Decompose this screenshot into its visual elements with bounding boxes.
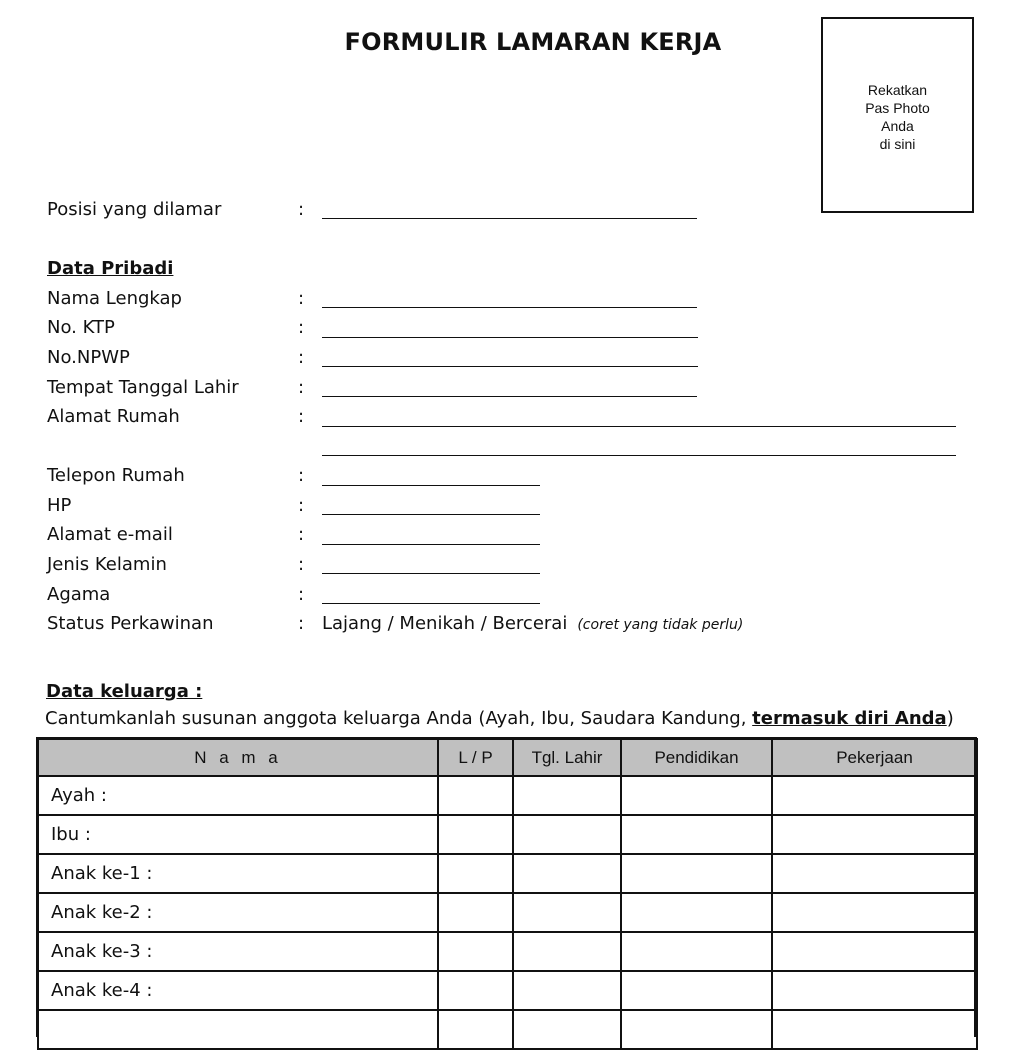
colon: :: [298, 554, 305, 575]
position-label: Posisi yang dilamar: [47, 199, 222, 220]
marital-status-label: Status Perkawinan: [47, 613, 214, 634]
table-cell[interactable]: [438, 932, 513, 971]
row-label[interactable]: Anak ke-2 :: [38, 893, 438, 932]
table-row: [38, 932, 977, 971]
photo-text-line: di sini: [879, 136, 916, 152]
table-cell[interactable]: [438, 854, 513, 893]
colon: :: [298, 495, 305, 516]
position-line[interactable]: [322, 218, 697, 219]
table-cell[interactable]: [513, 971, 621, 1010]
colon: :: [298, 317, 305, 338]
row-label[interactable]: Anak ke-1 :: [38, 854, 438, 893]
ktp-label: No. KTP: [47, 317, 115, 338]
colon: :: [298, 377, 305, 398]
birth-place-date-line[interactable]: [322, 396, 697, 397]
table-cell[interactable]: [772, 1010, 977, 1049]
personal-data-heading: Data Pribadi: [47, 258, 174, 279]
instruction-close: ): [946, 708, 954, 729]
form-title: FORMULIR LAMARAN KERJA: [344, 28, 722, 56]
table-cell[interactable]: [438, 815, 513, 854]
religion-line[interactable]: [322, 603, 540, 604]
table-cell[interactable]: [621, 971, 772, 1010]
home-address-line-1[interactable]: [322, 426, 956, 427]
table-cell[interactable]: [513, 1010, 621, 1049]
row-label[interactable]: Ibu :: [38, 815, 438, 854]
column-header-education: Pendidikan: [621, 739, 772, 776]
religion-label: Agama: [47, 584, 111, 605]
row-label[interactable]: Anak ke-3 :: [38, 932, 438, 971]
table-cell[interactable]: [772, 932, 977, 971]
table-cell[interactable]: [513, 854, 621, 893]
table-cell[interactable]: [772, 776, 977, 815]
table-cell[interactable]: [621, 893, 772, 932]
colon: :: [298, 465, 305, 486]
table-cell[interactable]: [513, 815, 621, 854]
table-cell[interactable]: [438, 893, 513, 932]
table-cell[interactable]: [513, 776, 621, 815]
colon: :: [298, 347, 305, 368]
column-header-gender: L / P: [438, 739, 513, 776]
table-row: [38, 893, 977, 932]
colon: :: [298, 199, 305, 220]
family-table: [37, 738, 978, 1050]
table-row: [38, 815, 977, 854]
email-label: Alamat e-mail: [47, 524, 173, 545]
family-data-heading: Data keluarga :: [46, 681, 203, 702]
table-cell[interactable]: [438, 1010, 513, 1049]
npwp-label: No.NPWP: [47, 347, 130, 368]
table-cell[interactable]: [621, 854, 772, 893]
table-cell[interactable]: [772, 854, 977, 893]
table-cell[interactable]: [513, 893, 621, 932]
table-cell[interactable]: [621, 776, 772, 815]
marital-status-choices: Lajang / Menikah / Bercerai: [322, 613, 568, 634]
instruction-emphasis: termasuk diri Anda: [752, 708, 947, 729]
gender-label: Jenis Kelamin: [47, 554, 167, 575]
home-phone-label: Telepon Rumah: [47, 465, 185, 486]
colon: :: [298, 584, 305, 605]
colon: :: [298, 406, 305, 427]
table-cell[interactable]: [438, 971, 513, 1010]
table-cell[interactable]: [772, 971, 977, 1010]
ktp-line[interactable]: [322, 337, 698, 338]
mobile-line[interactable]: [322, 514, 540, 515]
colon: :: [298, 288, 305, 309]
instruction-text: Cantumkanlah susunan anggota keluarga Anda (Ayah, Ibu, Saudara Kandung,: [45, 708, 753, 729]
photo-text-line: Rekatkan: [867, 82, 928, 98]
row-label[interactable]: Ayah :: [38, 776, 438, 815]
full-name-label: Nama Lengkap: [47, 288, 182, 309]
table-cell[interactable]: [621, 1010, 772, 1049]
table-cell[interactable]: [438, 776, 513, 815]
photo-text-line: Pas Photo: [865, 100, 930, 116]
photo-text-line: Anda: [881, 118, 914, 134]
full-name-line[interactable]: [322, 307, 697, 308]
table-row: [38, 1010, 977, 1049]
table-row: [38, 971, 977, 1010]
marital-status-options[interactable]: [322, 613, 743, 636]
table-cell[interactable]: [621, 815, 772, 854]
table-cell[interactable]: [772, 893, 977, 932]
table-cell[interactable]: [621, 932, 772, 971]
home-address-label: Alamat Rumah: [47, 406, 180, 427]
table-row: [38, 854, 977, 893]
gender-line[interactable]: [322, 573, 540, 574]
birth-place-date-label: Tempat Tanggal Lahir: [47, 377, 239, 398]
table-cell[interactable]: [513, 932, 621, 971]
row-label[interactable]: Anak ke-4 :: [38, 971, 438, 1010]
column-header-name: N a m a: [38, 739, 438, 776]
column-header-birth-date: Tgl. Lahir: [513, 739, 621, 776]
photo-placeholder-box: [821, 17, 974, 213]
marital-status-note: (coret yang tidak perlu): [577, 617, 744, 633]
family-table-header: [38, 739, 977, 776]
email-line[interactable]: [322, 544, 540, 545]
home-address-line-2[interactable]: [322, 455, 956, 456]
npwp-line[interactable]: [322, 366, 698, 367]
colon: :: [298, 613, 305, 634]
table-cell[interactable]: [772, 815, 977, 854]
colon: :: [298, 524, 305, 545]
mobile-label: HP: [47, 495, 72, 516]
column-header-occupation: Pekerjaan: [772, 739, 977, 776]
family-instruction: [45, 708, 954, 730]
home-phone-line[interactable]: [322, 485, 540, 486]
row-label[interactable]: [38, 1010, 438, 1049]
table-row: [38, 776, 977, 815]
